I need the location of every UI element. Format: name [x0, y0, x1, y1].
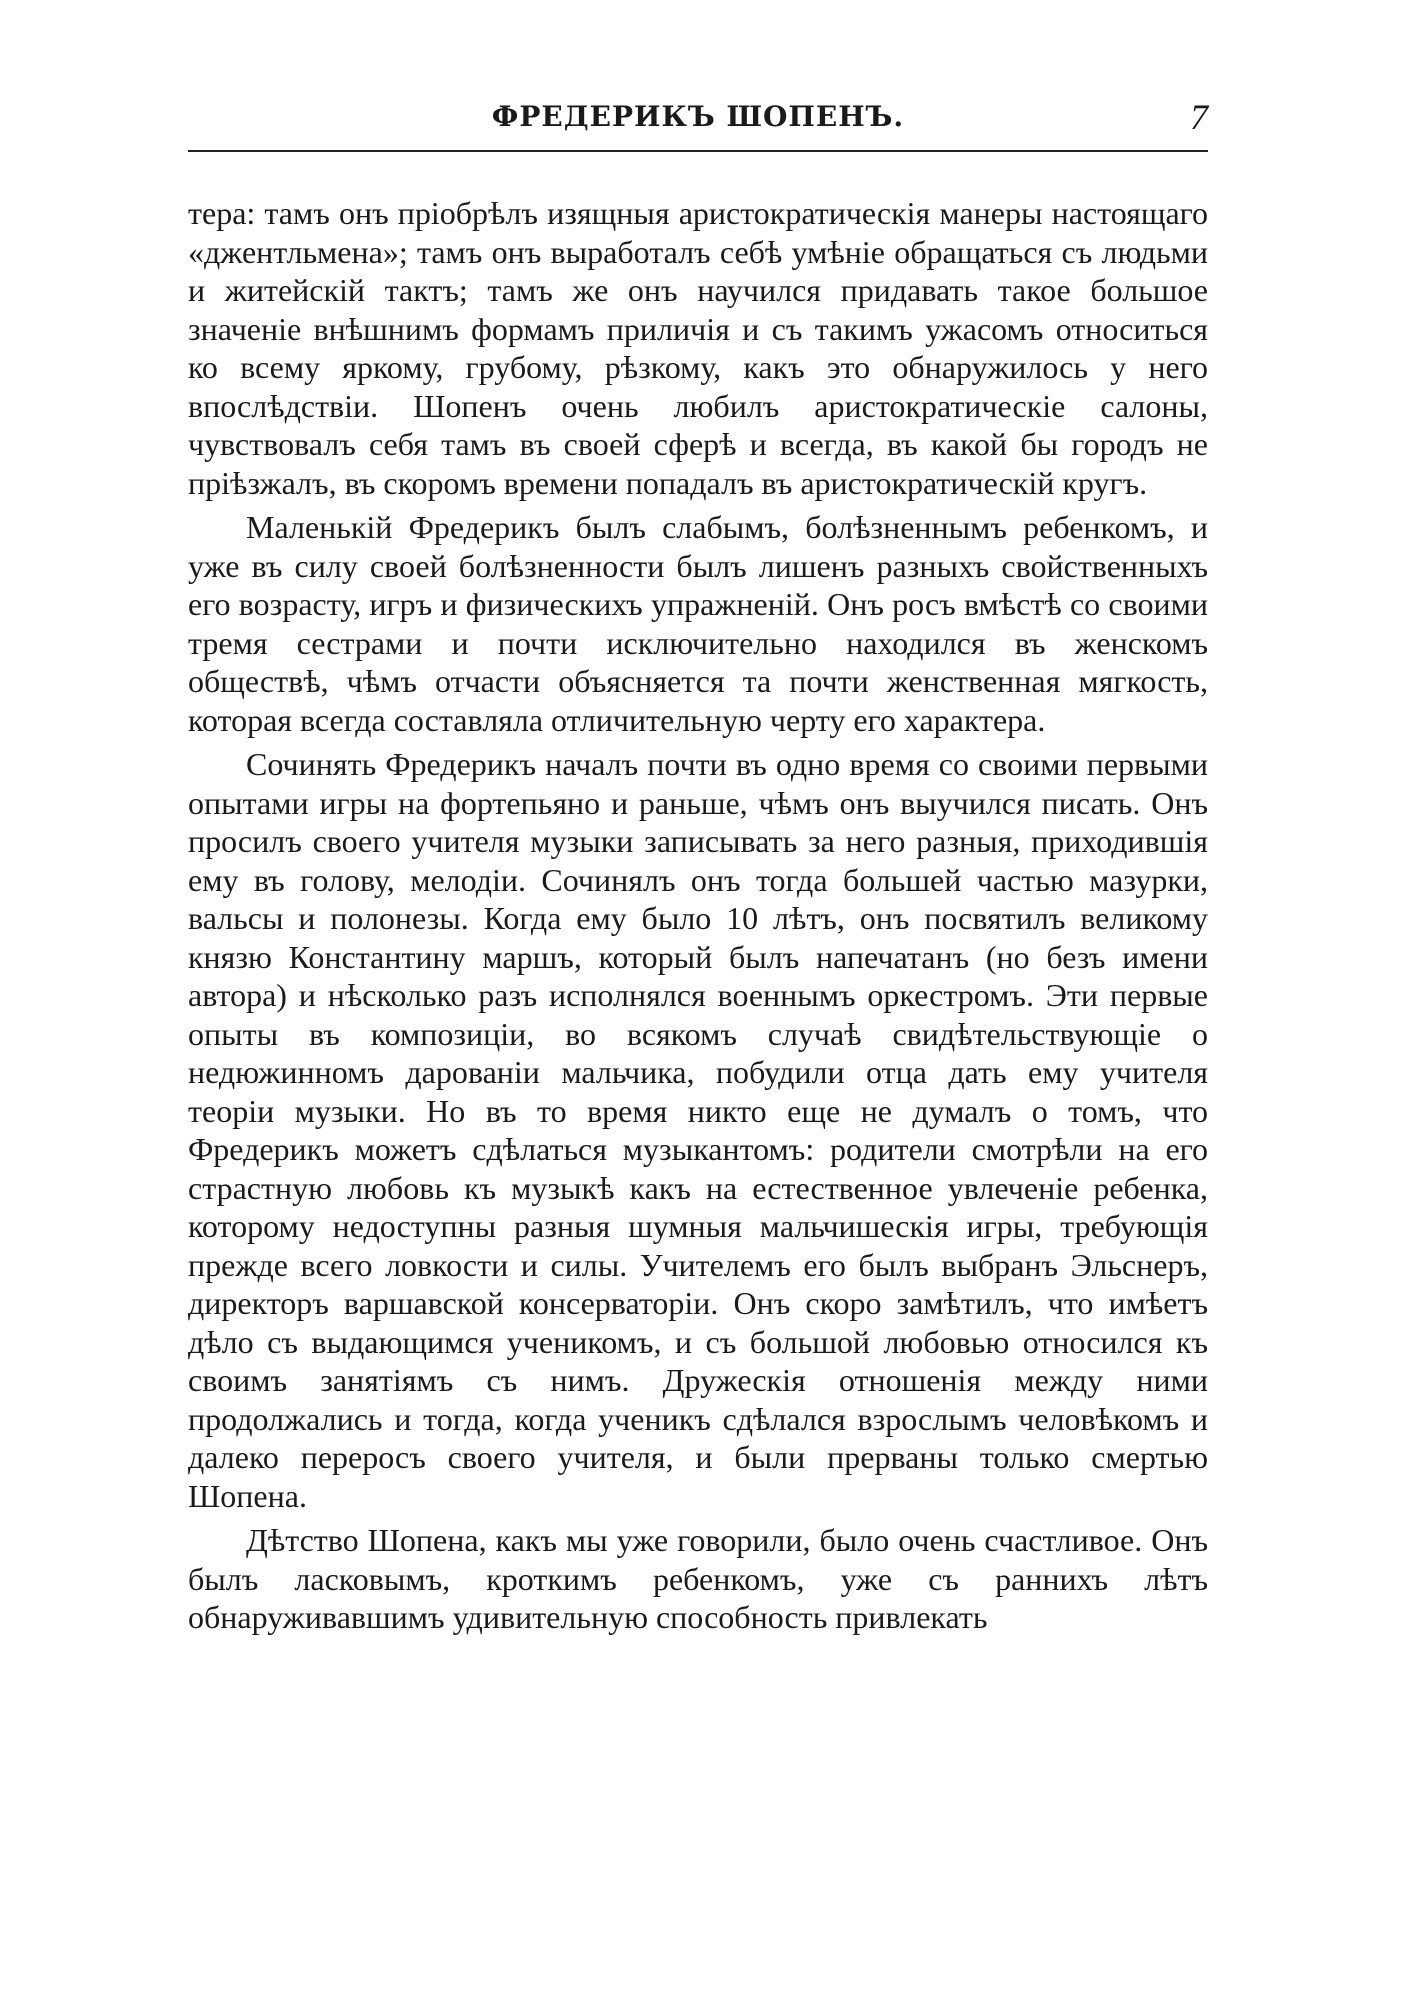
paragraph: Дѣтство Шопена, какъ мы уже говорили, было очень счастливое. Онъ былъ ласковымъ, кроткимъ ребенкомъ, уже съ раннихъ лѣтъ обнаруживавшимъ удивительную способность привлекать [188, 1522, 1208, 1635]
body-text [188, 194, 1208, 1643]
running-title: ФРЕДЕРИКЪ ШОПЕНЪ. [491, 100, 905, 133]
page-number: 7 [1190, 97, 1208, 137]
paragraph-continued: тера: тамъ онъ пріобрѣлъ изящныя аристократическія манеры настоящаго «джентльмена»; тамъ онъ выработалъ себѣ умѣніе обращаться съ людьми и житейскій тактъ; тамъ же онъ научился придавать такое большое значеніе внѣшнимъ формамъ приличія и съ такимъ ужасомъ относиться ко всему яркому, грубому, рѣзкому, какъ это обнаружилось у него впослѣдствіи. Шопенъ очень любилъ аристократическіе салоны, чувствовалъ себя тамъ въ своей сферѣ и всегда, въ какой бы городъ не пріѣзжалъ, въ скоромъ времени попадалъ въ аристократическій кругъ. [188, 195, 1208, 501]
paragraph: Сочинять Фредерикъ началъ почти въ одно время со своими первыми опытами игры на фортепьяно и раньше, чѣмъ онъ выучился писать. Онъ просилъ своего учителя музыки записывать за него разныя, приходившія ему въ голову, мелодіи. Сочинялъ онъ тогда большей частью мазурки, вальсы и полонезы. Когда ему было 10 лѣтъ, онъ посвятилъ великому князю Константину маршъ, который былъ напечатанъ (но безъ имени автора) и нѣсколько разъ исполнялся военнымъ оркестромъ. Эти первые опыты въ композиціи, во всякомъ случаѣ свидѣтельствующіе о недюжинномъ дарованіи мальчика, побудили отца дать ему учителя теоріи музыки. Но въ то время никто еще не думалъ о томъ, что Фредерикъ можетъ сдѣлаться музыкантомъ: родители смотрѣли на его страстную любовь къ музыкѣ какъ на естественное увлеченіе ребенка, которому недоступны разныя шумныя мальчишескія игры, требующія прежде всего ловкости и силы. Учителемъ его былъ выбранъ Эльснеръ, директоръ варшавской консерваторіи. Онъ скоро замѣтилъ, что имѣетъ дѣло съ выдающимся ученикомъ, и съ большой любовью относился къ своимъ занятіямъ съ нимъ. Дружескія отношенія между ними продолжались и тогда, когда ученикъ сдѣлался взрослымъ человѣкомъ и далеко переросъ своего учителя, и были прерваны только смертью Шопена. [188, 746, 1208, 1514]
running-head [188, 96, 1208, 146]
paragraph: Маленькій Фредерикъ былъ слабымъ, болѣзненнымъ ребенкомъ, и уже въ силу своей болѣзненности былъ лишенъ разныхъ свойственныхъ его возрасту, игръ и физическихъ упражненій. Онъ росъ вмѣстѣ со своими тремя сестрами и почти исключительно находился въ женскомъ обществѣ, чѣмъ отчасти объясняется та почти женственная мягкость, которая всегда составляла отличительную черту его характера. [188, 509, 1208, 738]
header-rule [188, 150, 1208, 152]
